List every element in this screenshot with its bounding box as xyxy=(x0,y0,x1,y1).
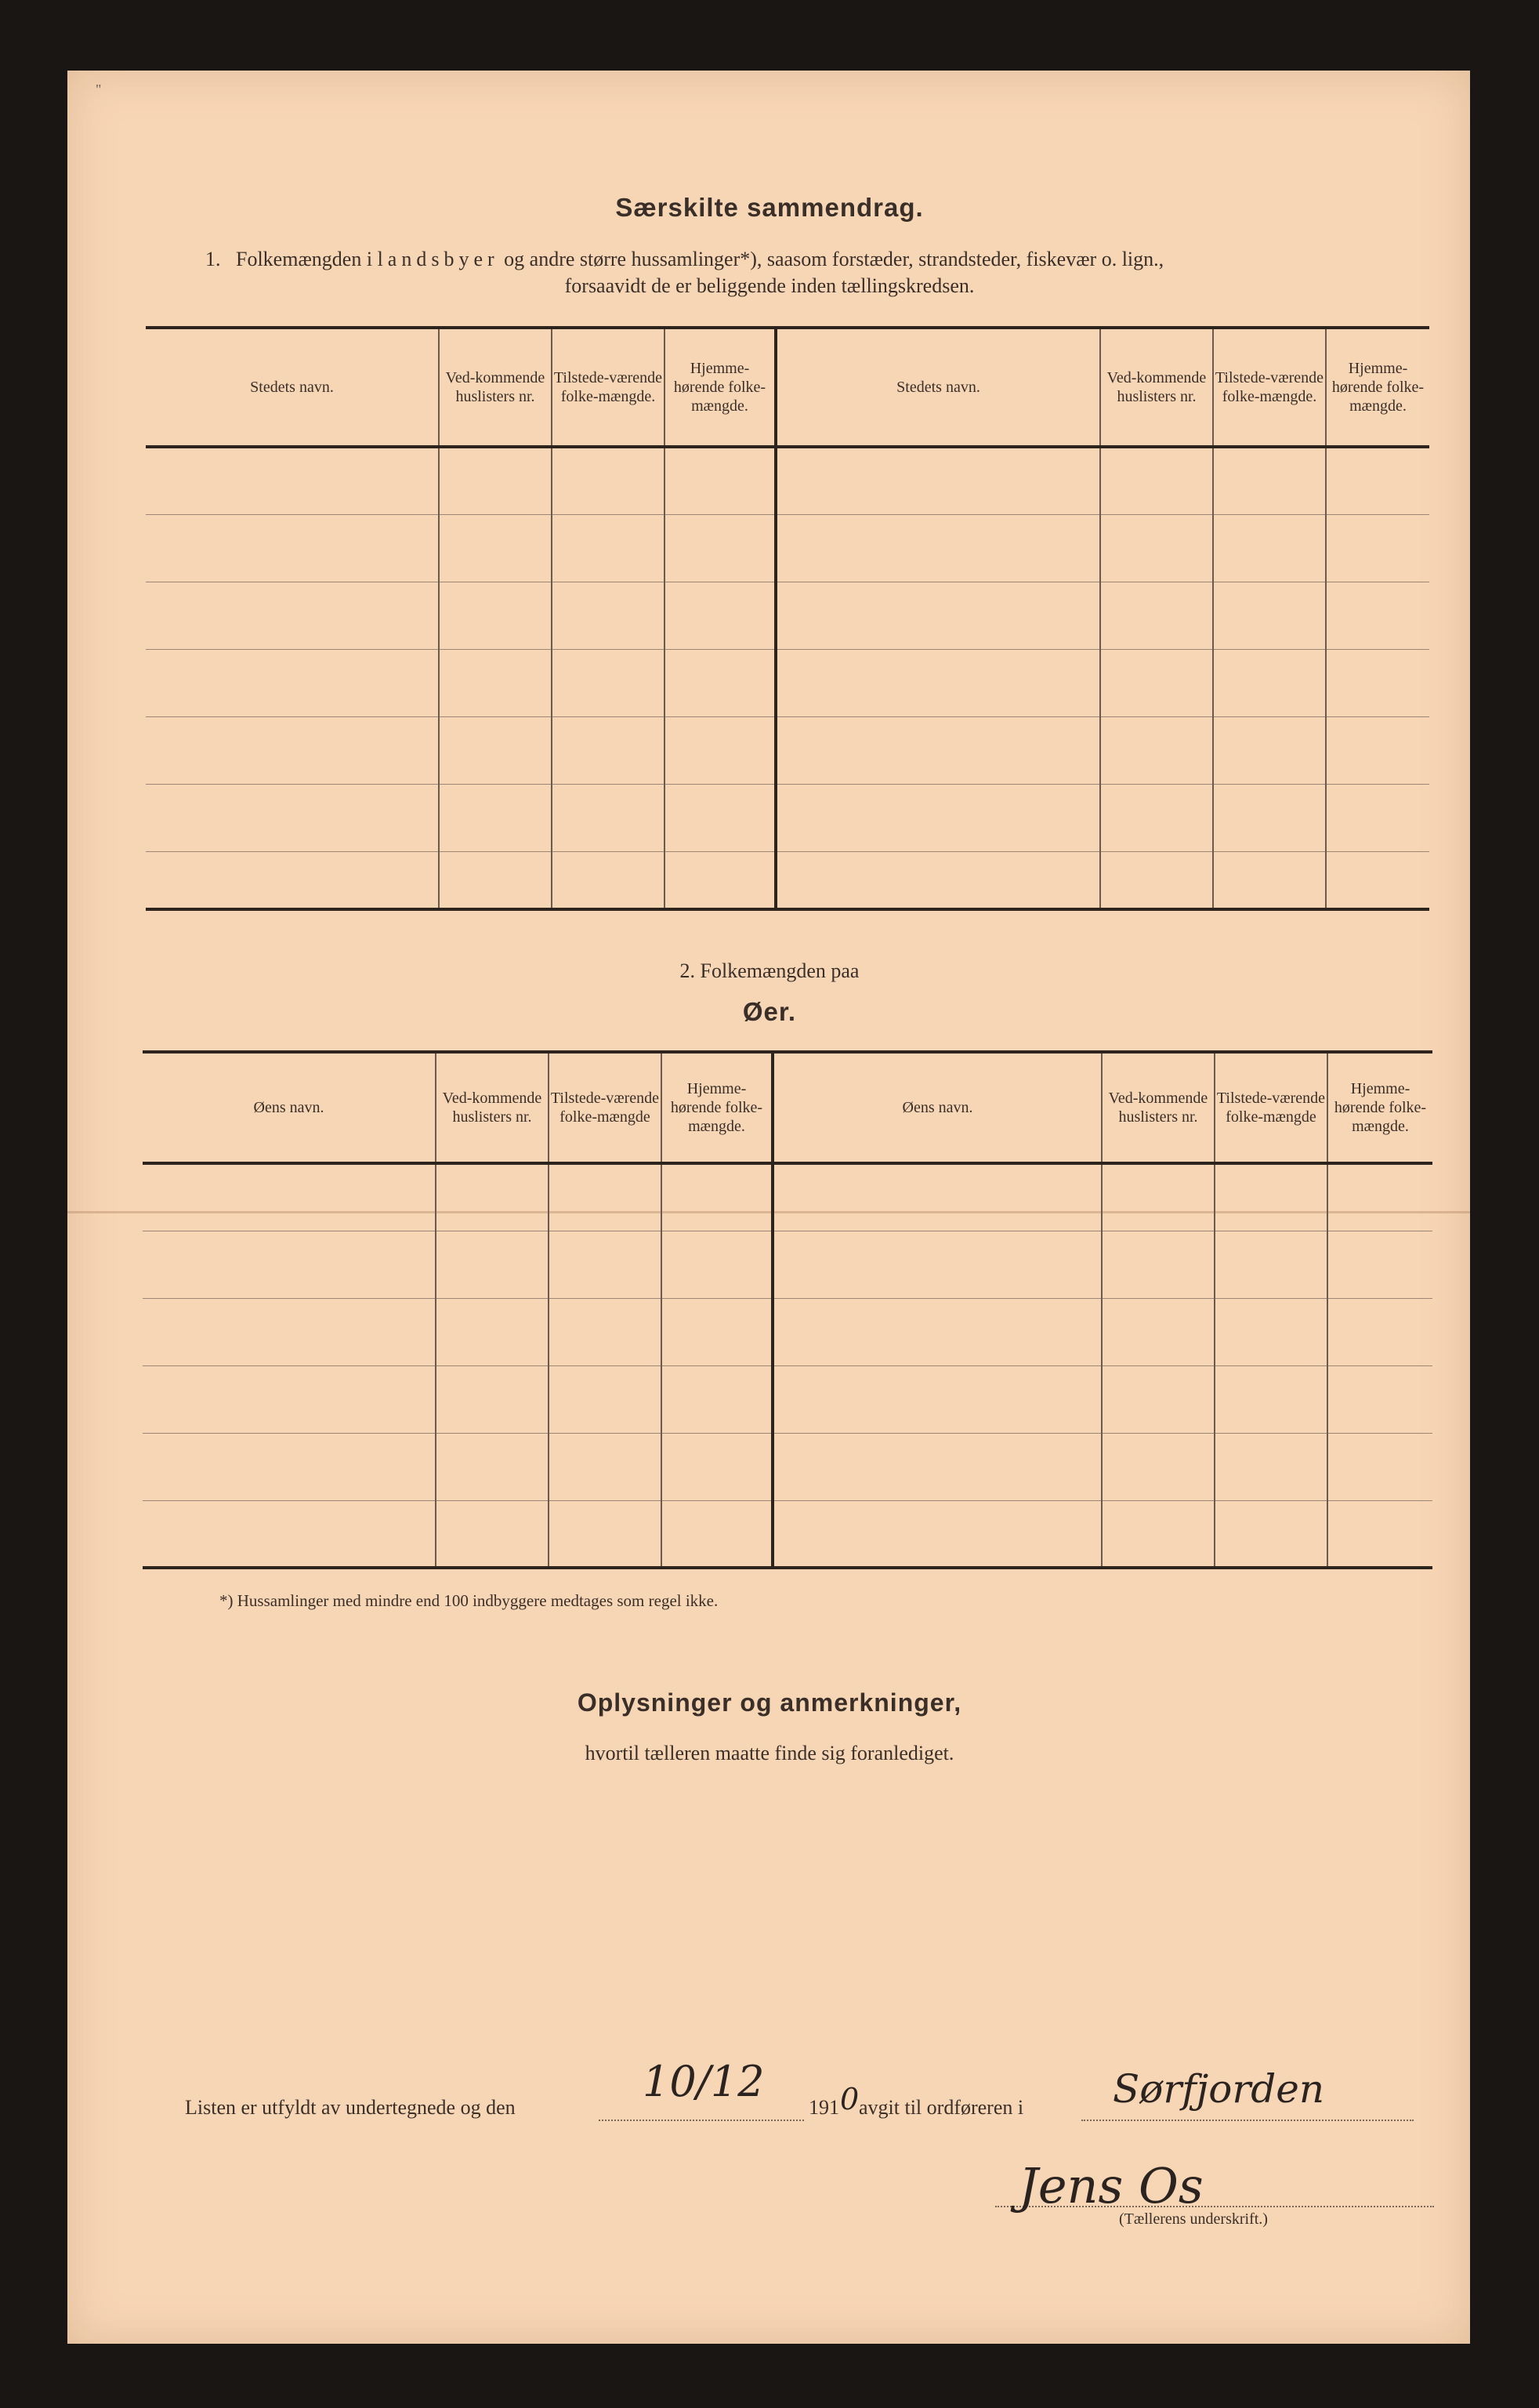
col-hjemmehorende-2: Hjemme-hørende folke-mængde. xyxy=(1327,1052,1432,1163)
table-row xyxy=(143,1231,1432,1298)
table-landsbyer xyxy=(146,326,1429,911)
table-row xyxy=(146,514,1429,582)
section1-intro-c: og andre større hussamlinger*), saasom forstæder, strandsteder, fiskevær o. lign., xyxy=(504,248,1164,270)
notes-subheading: hvortil tælleren maatte finde sig foranlediget. xyxy=(585,1742,954,1764)
col-stedets-navn: Stedets navn. xyxy=(250,379,334,396)
notes-heading: Oplysninger og anmerkninger, xyxy=(577,1688,962,1717)
table-oer xyxy=(143,1050,1432,1569)
table-row xyxy=(146,851,1429,909)
col-huslisters-nr-2: Ved-kommende huslisters nr. xyxy=(1100,328,1213,447)
col-tilstedevaerende: Tilstede-værende folke-mængde xyxy=(549,1052,661,1163)
table-row xyxy=(143,1433,1432,1500)
handwritten-year: 0 xyxy=(840,2082,860,2116)
col-huslisters-nr: Ved-kommende huslisters nr. xyxy=(436,1052,549,1163)
col-hjemmehorende: Hjemme-hørende folke-mængde. xyxy=(664,328,776,447)
corner-mark: " xyxy=(96,82,102,97)
table-row xyxy=(146,784,1429,851)
col-huslisters-nr-2: Ved-kommende huslisters nr. xyxy=(1102,1052,1215,1163)
signature-text-b: avgit til ordføreren i xyxy=(859,2096,1024,2119)
col-hjemmehorende-2: Hjemme-hørende folke-mængde. xyxy=(1326,328,1429,447)
section1-intro-emph: landsbyer xyxy=(377,248,499,270)
table-row xyxy=(143,1500,1432,1568)
date-line xyxy=(599,2120,804,2121)
table-row xyxy=(143,1365,1432,1433)
section1-intro-line2: forsaavidt de er beliggende inden tællingskredsen. xyxy=(564,274,975,297)
col-oens-navn-2: Øens navn. xyxy=(773,1052,1102,1163)
col-stedets-navn-2: Stedets navn. xyxy=(776,328,1100,447)
signature-text-a: Listen er utfyldt av undertegnede og den xyxy=(185,2096,516,2119)
col-tilstedevaerende-2: Tilstede-værende folke-mængde xyxy=(1215,1052,1327,1163)
col-huslisters-nr: Ved-kommende huslisters nr. xyxy=(439,328,552,447)
table-row xyxy=(146,716,1429,784)
year-prefix: 191 xyxy=(809,2096,839,2119)
table-row xyxy=(146,582,1429,649)
section1-intro xyxy=(205,248,1164,271)
section2-heading: 2. Folkemængden paa xyxy=(679,959,860,982)
section1-intro-a: Folkemængden i xyxy=(236,248,373,270)
handwritten-place: Sørfjorden xyxy=(1113,2066,1325,2112)
section2-subheading: Øer. xyxy=(742,997,797,1026)
place-line xyxy=(1081,2120,1414,2121)
table-row xyxy=(143,1163,1432,1231)
table-row xyxy=(146,649,1429,716)
col-tilstedevaerende: Tilstede-værende folke-mængde. xyxy=(552,328,664,447)
page-title: Særskilte sammendrag. xyxy=(615,193,924,222)
section1-number: 1. xyxy=(205,248,221,270)
handwritten-signature: Jens Os xyxy=(1019,2157,1204,2214)
handwritten-date: 10/12 xyxy=(643,2057,765,2106)
signer-caption: (Tællerens underskrift.) xyxy=(1119,2210,1268,2228)
col-hjemmehorende: Hjemme-hørende folke-mængde. xyxy=(661,1052,773,1163)
footnote: *) Hussamlinger med mindre end 100 indbyggere medtages som regel ikke. xyxy=(219,1591,719,1610)
col-oens-navn: Øens navn. xyxy=(253,1099,324,1116)
col-tilstedevaerende-2: Tilstede-værende folke-mængde. xyxy=(1213,328,1326,447)
table-row xyxy=(146,447,1429,514)
table-row xyxy=(143,1298,1432,1365)
